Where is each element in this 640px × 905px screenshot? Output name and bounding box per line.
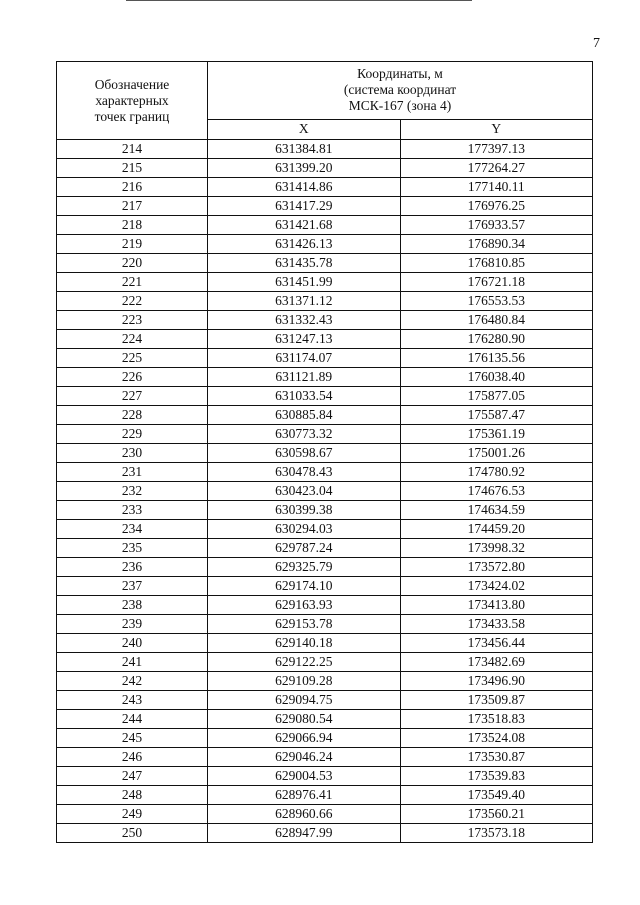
cell-y: 173539.83 xyxy=(400,767,593,786)
cell-x: 631384.81 xyxy=(208,140,401,159)
cell-y: 176810.85 xyxy=(400,254,593,273)
header-y: Y xyxy=(400,119,593,139)
table-row xyxy=(57,558,593,577)
cell-point-number: 215 xyxy=(57,159,208,178)
cell-x: 631332.43 xyxy=(208,311,401,330)
cell-x: 629787.24 xyxy=(208,539,401,558)
cell-y: 173482.69 xyxy=(400,653,593,672)
cell-x: 631414.86 xyxy=(208,178,401,197)
cell-x: 631421.68 xyxy=(208,216,401,235)
table-row xyxy=(57,311,593,330)
table-row xyxy=(57,710,593,729)
cell-point-number: 222 xyxy=(57,292,208,311)
cell-point-number: 248 xyxy=(57,786,208,805)
table-row xyxy=(57,501,593,520)
cell-x: 630478.43 xyxy=(208,463,401,482)
cell-point-number: 240 xyxy=(57,634,208,653)
table-row xyxy=(57,786,593,805)
cell-point-number: 224 xyxy=(57,330,208,349)
table-row xyxy=(57,292,593,311)
cell-y: 173998.32 xyxy=(400,539,593,558)
cell-point-number: 223 xyxy=(57,311,208,330)
cell-point-number: 239 xyxy=(57,615,208,634)
cell-y: 176280.90 xyxy=(400,330,593,349)
cell-y: 176480.84 xyxy=(400,311,593,330)
cell-y: 173518.83 xyxy=(400,710,593,729)
cell-x: 630773.32 xyxy=(208,425,401,444)
cell-y: 175361.19 xyxy=(400,425,593,444)
cell-y: 176553.53 xyxy=(400,292,593,311)
table-row xyxy=(57,691,593,710)
table-row xyxy=(57,235,593,254)
cell-x: 631399.20 xyxy=(208,159,401,178)
cell-y: 176135.56 xyxy=(400,349,593,368)
table-row xyxy=(57,406,593,425)
table-row xyxy=(57,349,593,368)
cell-x: 630294.03 xyxy=(208,520,401,539)
cell-x: 629046.24 xyxy=(208,748,401,767)
cell-x: 630423.04 xyxy=(208,482,401,501)
cell-y: 175001.26 xyxy=(400,444,593,463)
cell-x: 629109.28 xyxy=(208,672,401,691)
cell-point-number: 219 xyxy=(57,235,208,254)
table-row xyxy=(57,805,593,824)
cell-x: 629325.79 xyxy=(208,558,401,577)
table-row xyxy=(57,824,593,843)
table-row xyxy=(57,596,593,615)
cell-y: 174459.20 xyxy=(400,520,593,539)
cell-x: 629066.94 xyxy=(208,729,401,748)
cell-x: 631121.89 xyxy=(208,368,401,387)
header-coords-line: (система координат xyxy=(343,82,457,98)
cell-y: 173509.87 xyxy=(400,691,593,710)
cell-y: 176976.25 xyxy=(400,197,593,216)
header-coords-line: МСК-167 (зона 4) xyxy=(348,98,452,114)
cell-point-number: 228 xyxy=(57,406,208,425)
table-row xyxy=(57,482,593,501)
table-row xyxy=(57,615,593,634)
cell-y: 175587.47 xyxy=(400,406,593,425)
cell-y: 173433.58 xyxy=(400,615,593,634)
cell-point-number: 220 xyxy=(57,254,208,273)
cell-y: 173560.21 xyxy=(400,805,593,824)
cell-point-number: 234 xyxy=(57,520,208,539)
cell-point-number: 231 xyxy=(57,463,208,482)
table-row xyxy=(57,273,593,292)
table-row xyxy=(57,653,593,672)
coordinates-table xyxy=(56,61,593,843)
cell-point-number: 233 xyxy=(57,501,208,520)
header-x: X xyxy=(208,119,401,139)
cell-y: 176038.40 xyxy=(400,368,593,387)
cell-x: 630885.84 xyxy=(208,406,401,425)
cell-point-number: 238 xyxy=(57,596,208,615)
cell-point-number: 230 xyxy=(57,444,208,463)
cell-point-number: 237 xyxy=(57,577,208,596)
cell-x: 629153.78 xyxy=(208,615,401,634)
table-row xyxy=(57,330,593,349)
cell-y: 173413.80 xyxy=(400,596,593,615)
cell-x: 631417.29 xyxy=(208,197,401,216)
cell-point-number: 243 xyxy=(57,691,208,710)
cell-x: 628960.66 xyxy=(208,805,401,824)
cell-y: 176933.57 xyxy=(400,216,593,235)
cell-x: 631033.54 xyxy=(208,387,401,406)
cell-point-number: 236 xyxy=(57,558,208,577)
table-row xyxy=(57,387,593,406)
header-coordinates xyxy=(208,62,593,120)
cell-point-number: 227 xyxy=(57,387,208,406)
table-row xyxy=(57,520,593,539)
cell-x: 630598.67 xyxy=(208,444,401,463)
table-row xyxy=(57,140,593,159)
cell-y: 175877.05 xyxy=(400,387,593,406)
cell-point-number: 247 xyxy=(57,767,208,786)
cell-x: 631426.13 xyxy=(208,235,401,254)
cell-y: 177397.13 xyxy=(400,140,593,159)
header-point-line: характерных xyxy=(95,92,169,108)
cell-point-number: 214 xyxy=(57,140,208,159)
cell-y: 174676.53 xyxy=(400,482,593,501)
cell-y: 174780.92 xyxy=(400,463,593,482)
cell-point-number: 216 xyxy=(57,178,208,197)
table-row xyxy=(57,767,593,786)
table-row xyxy=(57,577,593,596)
cell-x: 629163.93 xyxy=(208,596,401,615)
cell-y: 173573.18 xyxy=(400,824,593,843)
cell-point-number: 245 xyxy=(57,729,208,748)
table-row xyxy=(57,425,593,444)
cell-y: 173524.08 xyxy=(400,729,593,748)
table-row xyxy=(57,159,593,178)
cell-x: 629080.54 xyxy=(208,710,401,729)
table-body xyxy=(57,140,593,843)
cell-x: 631435.78 xyxy=(208,254,401,273)
header-point-designation xyxy=(57,62,208,140)
cell-point-number: 226 xyxy=(57,368,208,387)
cell-point-number: 229 xyxy=(57,425,208,444)
cell-point-number: 249 xyxy=(57,805,208,824)
cell-x: 630399.38 xyxy=(208,501,401,520)
cell-point-number: 218 xyxy=(57,216,208,235)
table-row xyxy=(57,197,593,216)
cell-y: 173496.90 xyxy=(400,672,593,691)
cell-x: 631174.07 xyxy=(208,349,401,368)
cell-point-number: 250 xyxy=(57,824,208,843)
table-row xyxy=(57,748,593,767)
table-row xyxy=(57,634,593,653)
cell-x: 629122.25 xyxy=(208,653,401,672)
cell-point-number: 242 xyxy=(57,672,208,691)
cell-y: 176721.18 xyxy=(400,273,593,292)
cell-y: 177140.11 xyxy=(400,178,593,197)
cell-point-number: 246 xyxy=(57,748,208,767)
cell-point-number: 244 xyxy=(57,710,208,729)
cell-y: 173549.40 xyxy=(400,786,593,805)
cell-x: 629140.18 xyxy=(208,634,401,653)
table-row xyxy=(57,672,593,691)
cell-x: 628976.41 xyxy=(208,786,401,805)
cell-y: 177264.27 xyxy=(400,159,593,178)
table-row xyxy=(57,368,593,387)
table-row xyxy=(57,444,593,463)
cell-y: 173530.87 xyxy=(400,748,593,767)
cell-x: 629174.10 xyxy=(208,577,401,596)
cell-y: 176890.34 xyxy=(400,235,593,254)
table-row xyxy=(57,216,593,235)
cell-y: 174634.59 xyxy=(400,501,593,520)
table-row xyxy=(57,178,593,197)
cell-point-number: 225 xyxy=(57,349,208,368)
cell-x: 629094.75 xyxy=(208,691,401,710)
table-row xyxy=(57,254,593,273)
cell-x: 631371.12 xyxy=(208,292,401,311)
cell-x: 628947.99 xyxy=(208,824,401,843)
cell-point-number: 217 xyxy=(57,197,208,216)
cell-y: 173424.02 xyxy=(400,577,593,596)
cell-point-number: 235 xyxy=(57,539,208,558)
page-number: 7 xyxy=(593,36,600,51)
cell-x: 631451.99 xyxy=(208,273,401,292)
cell-y: 173456.44 xyxy=(400,634,593,653)
cell-x: 629004.53 xyxy=(208,767,401,786)
top-rule xyxy=(126,0,472,3)
cell-point-number: 221 xyxy=(57,273,208,292)
header-coords-line: Координаты, м xyxy=(357,66,443,82)
cell-point-number: 232 xyxy=(57,482,208,501)
header-point-line: точек границ xyxy=(94,108,170,124)
cell-y: 173572.80 xyxy=(400,558,593,577)
cell-point-number: 241 xyxy=(57,653,208,672)
table-header xyxy=(57,62,593,140)
cell-x: 631247.13 xyxy=(208,330,401,349)
table-row xyxy=(57,539,593,558)
table-row xyxy=(57,729,593,748)
table-row xyxy=(57,463,593,482)
header-point-line: Обозначение xyxy=(94,76,170,92)
